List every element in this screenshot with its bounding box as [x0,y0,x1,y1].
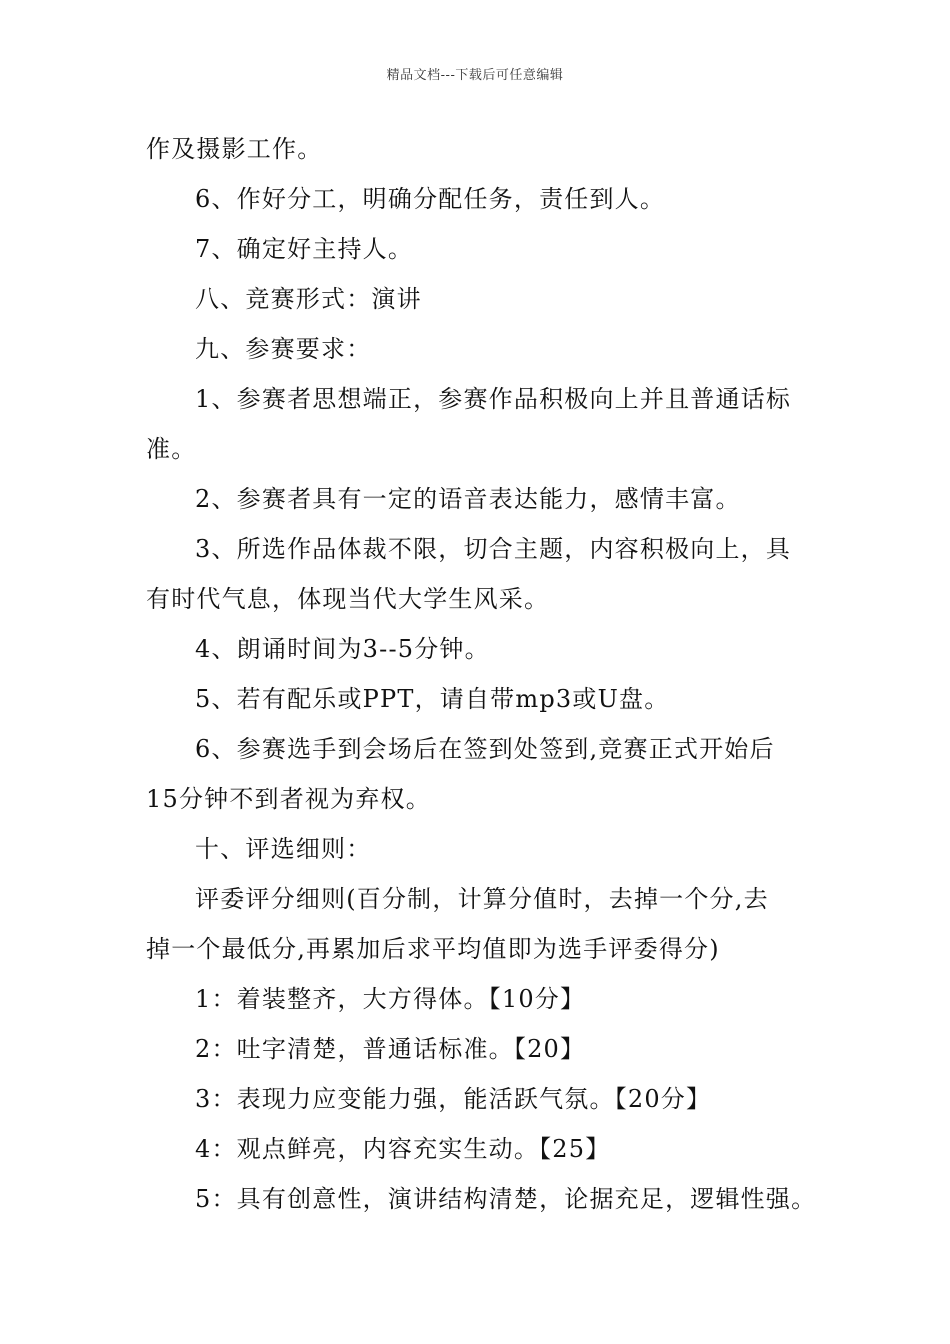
paragraph-line: 有时代气息，体现当代大学生风采。 [146,585,550,613]
paragraph-line: 6、作好分工，明确分配任务，责任到人。 [195,185,666,213]
paragraph-line: 3、所选作品体裁不限，切合主题，内容积极向上，具 [195,535,792,563]
paragraph-line: 准。 [146,435,197,463]
section-heading: 九、参赛要求： [195,335,372,363]
paragraph-line: 1、参赛者思想端正，参赛作品积极向上并且普通话标 [195,385,792,413]
document-body [146,124,836,1224]
criteria-item: 5：具有创意性，演讲结构清楚，论据充足，逻辑性强。 [195,1185,817,1213]
criteria-item: 2：吐字清楚，普通话标准。【20】 [195,1035,586,1063]
paragraph-line: 2、参赛者具有一定的语音表达能力，感情丰富。 [195,485,741,513]
paragraph-line: 评委评分细则(百分制，计算分值时，去掉一个分,去 [195,885,769,913]
paragraph-line: 5、若有配乐或PPT，请自带mp3或U盘。 [195,685,670,713]
criteria-item: 3：表现力应变能力强，能活跃气氛。【20分】 [195,1085,712,1113]
paragraph-line: 掉一个最低分,再累加后求平均值即为选手评委得分) [146,935,720,963]
section-heading: 十、评选细则： [195,835,372,863]
paragraph-line: 4、朗诵时间为3--5分钟。 [195,635,490,663]
paragraph-line: 15分钟不到者视为弃权。 [146,785,431,813]
paragraph-line: 6、参赛选手到会场后在签到处签到,竞赛正式开始后 [195,735,775,763]
page-header: 精品文档---下载后可任意编辑 [386,68,564,83]
paragraph-line: 作及摄影工作。 [146,135,323,163]
paragraph-line: 7、确定好主持人。 [195,235,414,263]
criteria-item: 4：观点鲜亮，内容充实生动。【25】 [195,1135,611,1163]
criteria-item: 1：着装整齐，大方得体。【10分】 [195,985,586,1013]
section-heading: 八、竞赛形式：演讲 [195,285,422,313]
